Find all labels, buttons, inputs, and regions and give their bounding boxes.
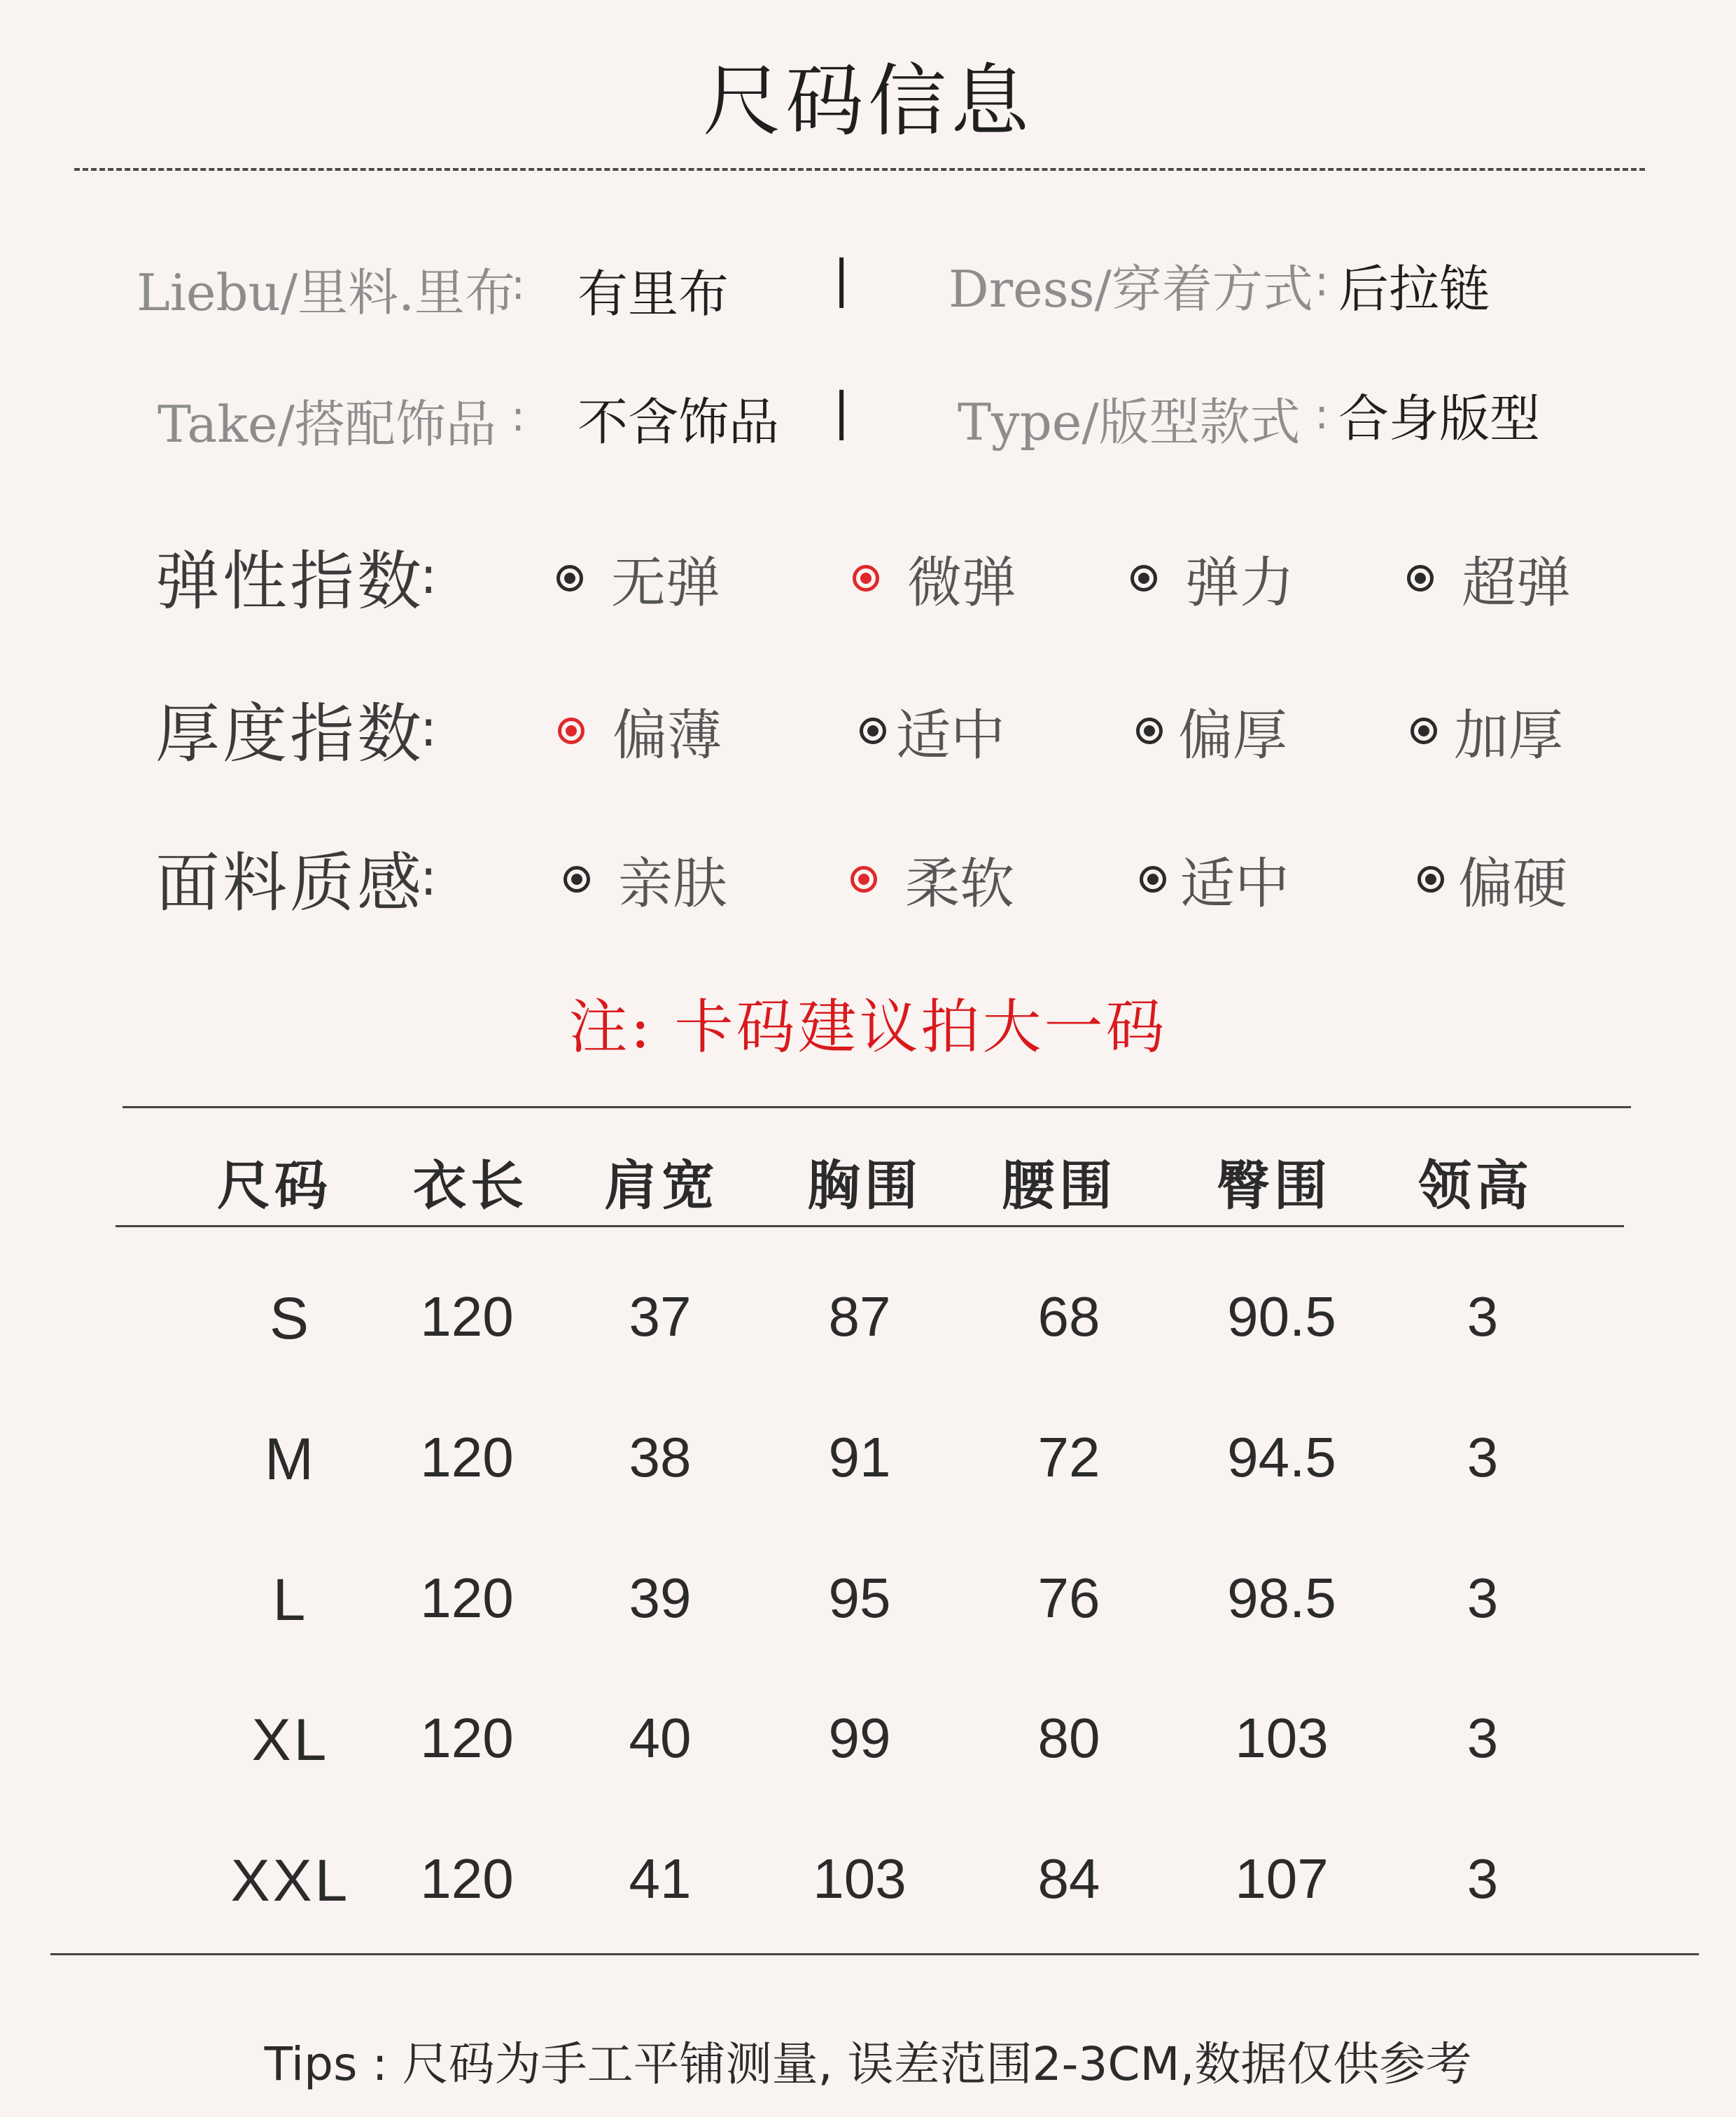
option-thickness-3: 加厚 <box>1410 692 1563 770</box>
table-cell: 3 <box>1466 1426 1499 1488</box>
table-header-length: 衣长 <box>413 1154 528 1217</box>
table-cell: 120 <box>420 1285 514 1348</box>
option-thickness-0: 偏薄 <box>558 692 722 770</box>
attr-label-dress: Dress/穿着方式 <box>948 260 1313 319</box>
index-colon: : <box>420 546 438 605</box>
table-cell-size: M <box>265 1426 316 1492</box>
attr-colon: : <box>1315 257 1329 306</box>
attr-colon: : <box>511 260 526 309</box>
table-header-chest: 胸围 <box>807 1154 922 1217</box>
separator: | <box>833 249 850 308</box>
radio-icon <box>1136 718 1163 744</box>
table-cell: 3 <box>1466 1285 1499 1348</box>
table-cell: 91 <box>828 1426 891 1488</box>
dashed-divider <box>74 168 1645 171</box>
table-cell-size: XXL <box>230 1847 351 1913</box>
radio-selected-icon <box>853 565 879 592</box>
index-colon: : <box>420 699 438 757</box>
radio-icon <box>1410 718 1437 744</box>
option-texture-0: 亲肤 <box>564 840 727 918</box>
option-texture-1: 柔软 <box>850 840 1014 918</box>
table-top-rule <box>122 1106 1631 1108</box>
attr-colon: : <box>511 392 526 441</box>
radio-icon <box>1407 565 1434 592</box>
index-label-elasticity: 弹性指数 <box>155 544 425 619</box>
option-texture-2: 适中 <box>1140 840 1289 918</box>
attr-value-take: 不含饰品 <box>578 393 780 452</box>
table-cell: 80 <box>1037 1707 1100 1769</box>
table-cell: 103 <box>813 1847 906 1910</box>
option-texture-3: 偏硬 <box>1418 840 1567 918</box>
table-cell: 72 <box>1037 1426 1100 1488</box>
table-cell: 120 <box>420 1847 514 1910</box>
attr-value-lining: 有里布 <box>578 265 729 323</box>
table-cell: 120 <box>420 1426 514 1488</box>
attr-colon: : <box>1315 390 1329 439</box>
radio-icon <box>1140 866 1166 893</box>
table-cell: 87 <box>828 1285 891 1348</box>
table-cell: 40 <box>629 1707 692 1769</box>
option-elasticity-3: 超弹 <box>1407 539 1571 617</box>
attr-value-type: 合身版型 <box>1338 389 1541 448</box>
attr-label-take: Take/搭配饰品 <box>158 395 496 454</box>
option-elasticity-1: 微弹 <box>853 539 1016 617</box>
index-colon: : <box>420 848 438 907</box>
table-cell: 68 <box>1037 1285 1100 1348</box>
table-bottom-rule <box>50 1953 1699 1955</box>
table-cell: 76 <box>1037 1567 1100 1629</box>
table-cell: 39 <box>629 1567 692 1629</box>
index-label-texture: 面料质感 <box>155 846 425 921</box>
table-cell: 3 <box>1466 1847 1499 1910</box>
table-cell: 37 <box>629 1285 692 1348</box>
option-thickness-1: 适中 <box>860 692 1005 770</box>
table-cell: 90.5 <box>1227 1285 1336 1348</box>
attr-value-dress: 后拉链 <box>1338 260 1490 319</box>
table-header-collar: 领高 <box>1418 1154 1533 1217</box>
index-label-thickness: 厚度指数 <box>155 697 425 771</box>
option-elasticity-0: 无弹 <box>556 539 720 617</box>
separator: | <box>833 382 850 440</box>
attr-label-type: Type/版型款式 <box>958 393 1301 452</box>
table-header-shoulder: 肩宽 <box>604 1154 719 1217</box>
table-cell: 99 <box>828 1707 891 1769</box>
table-cell: 107 <box>1235 1847 1329 1910</box>
table-cell: 120 <box>420 1567 514 1629</box>
size-note: 注: 卡码建议拍大一码 <box>568 993 1168 1061</box>
table-cell: 84 <box>1037 1847 1100 1910</box>
table-header-hip: 臀围 <box>1217 1154 1331 1217</box>
table-cell: 38 <box>629 1426 692 1488</box>
page-title: 尺码信息 <box>703 56 1033 147</box>
table-cell-size: L <box>272 1567 309 1633</box>
table-header-size: 尺码 <box>217 1154 332 1217</box>
table-cell: 94.5 <box>1227 1426 1336 1488</box>
table-header-waist: 腰围 <box>1002 1154 1116 1217</box>
radio-selected-icon <box>558 718 584 744</box>
option-thickness-2: 偏厚 <box>1136 692 1287 770</box>
attr-label-lining: Liebu/里料.里布 <box>136 263 516 322</box>
tips-text: Tips : 尺码为手工平铺测量, 误差范围2-3CM,数据仅供参考 <box>264 2037 1472 2091</box>
radio-icon <box>1418 866 1444 893</box>
table-cell: 120 <box>420 1707 514 1769</box>
table-cell: 95 <box>828 1567 891 1629</box>
table-cell: 98.5 <box>1227 1567 1336 1629</box>
radio-icon <box>564 866 590 893</box>
table-cell: 3 <box>1466 1707 1499 1769</box>
option-elasticity-2: 弹力 <box>1130 539 1294 617</box>
table-cell: 41 <box>629 1847 692 1910</box>
table-cell-size: S <box>269 1285 312 1351</box>
radio-icon <box>1130 565 1157 592</box>
table-header-rule <box>115 1225 1624 1227</box>
radio-icon <box>556 565 583 592</box>
radio-selected-icon <box>850 866 877 893</box>
radio-icon <box>860 718 886 744</box>
table-cell: 3 <box>1466 1567 1499 1629</box>
table-cell-size: XL <box>251 1707 330 1773</box>
table-cell: 103 <box>1235 1707 1329 1769</box>
